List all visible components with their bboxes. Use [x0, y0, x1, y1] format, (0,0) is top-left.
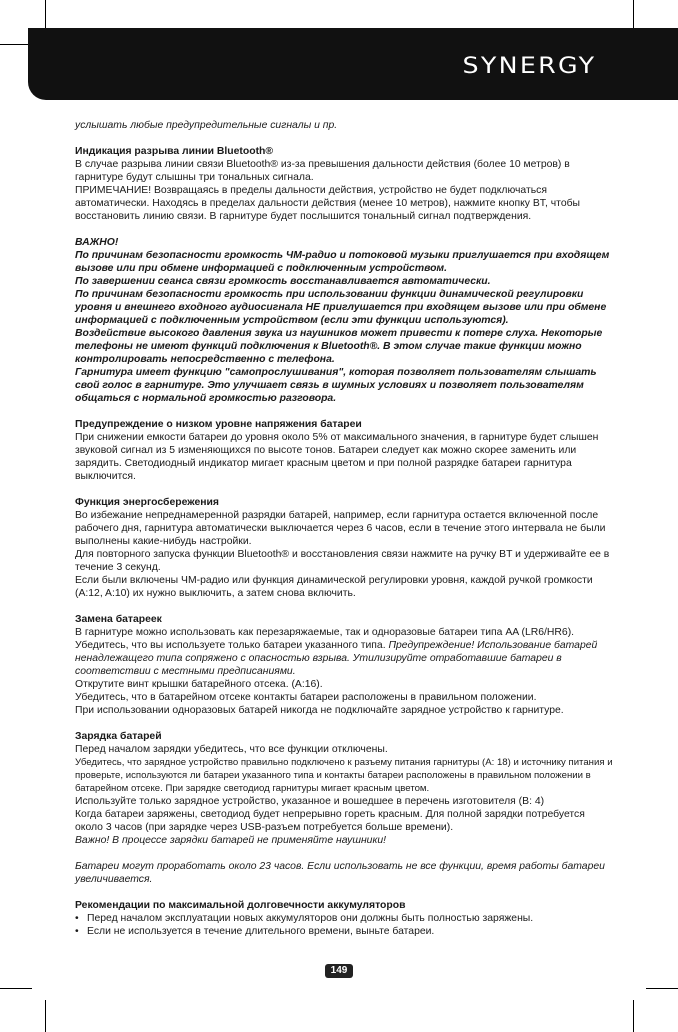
warning-text: По завершении сеанса связи громкость восстанавливается автоматически. — [75, 276, 491, 287]
paragraph: Важно! В процессе зарядки батарей не применяйте наушники! — [75, 835, 387, 846]
page-number: 149 — [325, 964, 353, 978]
paragraph: При использовании одноразовых батарей никогда не подключайте зарядное устройство к гарнитуре. — [75, 705, 564, 716]
paragraph-text: Убедитесь, что вы используете только батареи указанного типа. — [75, 640, 386, 651]
warning-text: Гарнитура имеет функцию "самопрослушивания", которая позволяет пользователям слышать свой голос в гарнитуре. Это улучшает связь в шумных условиях и позволяет пользователям общаться с нормальной громкостью разговора. — [75, 367, 597, 404]
paragraph: Открутите винт крышки батарейного отсека. (A:16). — [75, 679, 323, 690]
warning-text: По причинам безопасности громкость при использовании функции динамической регулировки уровня и внешнего входного аудиосигнала НЕ приглушается при входящем вызове или при обмене информацией с подключенным устройством (если эти функции используются). — [75, 289, 607, 326]
brand-logo: SYNERGY — [462, 54, 596, 79]
paragraph: Батареи могут проработать около 23 часов. Если использовать не все функции, время работы батареи увеличивается. — [75, 861, 605, 885]
section-heading: Функция энергосбережения — [75, 497, 219, 508]
crop-mark — [45, 1000, 46, 1032]
paragraph — [75, 639, 615, 678]
warning-heading: ВАЖНО! — [75, 237, 119, 248]
bullet-mark: • — [75, 926, 79, 937]
paragraph: При снижении емкости батареи до уровня около 5% от максимального значения, в гарнитуре будет слышен звуковой сигнал из 5 изменяющихся по высоте тонов. Батареи следует как можно скорее заменить или зарядить. Светодиодный индикатор мигает красным цветом и при полной разрядке батареи гарнитура выключится. — [75, 432, 599, 482]
crop-mark — [646, 988, 678, 989]
paragraph: Для повторного запуска функции Bluetooth® и восстановления связи нажмите на ручку BT и удерживайте ее в течение 3 секунд. — [75, 549, 610, 573]
paragraph: В гарнитуре можно использовать как перезаряжаемые, так и одноразовые батареи типа AA (LR6/HR6). — [75, 627, 575, 638]
paragraph: Если были включены ЧМ-радио или функция динамической регулировки уровня, каждой ручкой громкости (A:12, A:10) их нужно выключить, а затем снова включить. — [75, 575, 593, 599]
paragraph: Используйте только зарядное устройство, указанное и вошедшее в перечень изготовителя (B: 4) — [75, 796, 545, 807]
warning-text: Воздействие высокого давления звука из наушников может привести к потере слуха. Некоторые телефоны не имеют функций подключения к Bluetooth®. В этом случае такие функции можно контролировать непосредственно с телефона. — [75, 328, 603, 365]
crop-mark — [45, 0, 46, 30]
paragraph: ПРИМЕЧАНИЕ! Возвращаясь в пределы дальности действия, устройство не будет подключаться автоматически. Находясь в пределах дальности действия (менее 10 метров), нажмите кнопку BT, чтобы восстановить линию связи. В гарнитуре будет послышится тональный сигнал подтверждения. — [75, 185, 581, 222]
paragraph: Убедитесь, что в батарейном отсеке контакты батареи расположены в правильном положении. — [75, 692, 537, 703]
section-heading: Индикация разрыва линии Bluetooth® — [75, 146, 274, 157]
crop-mark — [633, 1000, 634, 1032]
paragraph: Во избежание непреднамеренной разрядки батарей, например, если гарнитура остается включенной после рабочего дня, гарнитура автоматически выключается через 6 часов, если в течение этого интервала не были выполнены какие-нибудь настройки. — [75, 510, 606, 547]
crop-mark — [0, 988, 32, 989]
list-item-text: Перед началом эксплуатации новых аккумуляторов они должны быть полностью заряжены. — [87, 913, 534, 924]
warning-text: По причинам безопасности громкость ЧМ-радио и потоковой музыки приглушается при входящем вызове или при обмене информацией с подключенным устройством. — [75, 250, 610, 274]
paragraph: В случае разрыва линии связи Bluetooth® из-за превышения дальности действия (более 10 метров) в гарнитуре будут слышны три тональных сигнала. — [75, 159, 570, 183]
list-item — [75, 925, 615, 938]
paragraph: Когда батареи заряжены, светодиод будет непрерывно гореть красным. Для полной зарядки потребуется около 3 часов (при зарядке через USB-разъем потребуется больше времени). — [75, 809, 585, 833]
section-heading: Зарядка батарей — [75, 731, 162, 742]
warning-inline: Предупреждение! Использование батарей ненадлежащего типа сопряжено с опасностью взрыва. Утилизируйте отработавшие батареи в соответствии с местными предписаниями. — [75, 640, 598, 677]
paragraph: Убедитесь, что зарядное устройство правильно подключено к разъему питания гарнитуры (A: 18) и источнику питания и проверьте, используются ли батареи указанного типа и контакты батареи расположены в правильном положении в батарейном отсеке. При зарядке светодиод гарнитуры мигает красным цветом. — [75, 757, 613, 794]
section-heading: Предупреждение о низком уровне напряжения батареи — [75, 419, 362, 430]
list-item — [75, 912, 615, 925]
paragraph: Перед началом зарядки убедитесь, что все функции отключены. — [75, 744, 388, 755]
bullet-mark: • — [75, 913, 79, 924]
section-heading: Замена батареек — [75, 614, 162, 625]
list-item-text: Если не используется в течение длительного времени, выньте батареи. — [87, 926, 435, 937]
page-content — [75, 119, 615, 938]
paragraph: услышать любые предупредительные сигналы и пр. — [75, 120, 338, 131]
section-heading: Рекомендации по максимальной долговечности аккумуляторов — [75, 900, 406, 911]
crop-mark — [633, 0, 634, 30]
